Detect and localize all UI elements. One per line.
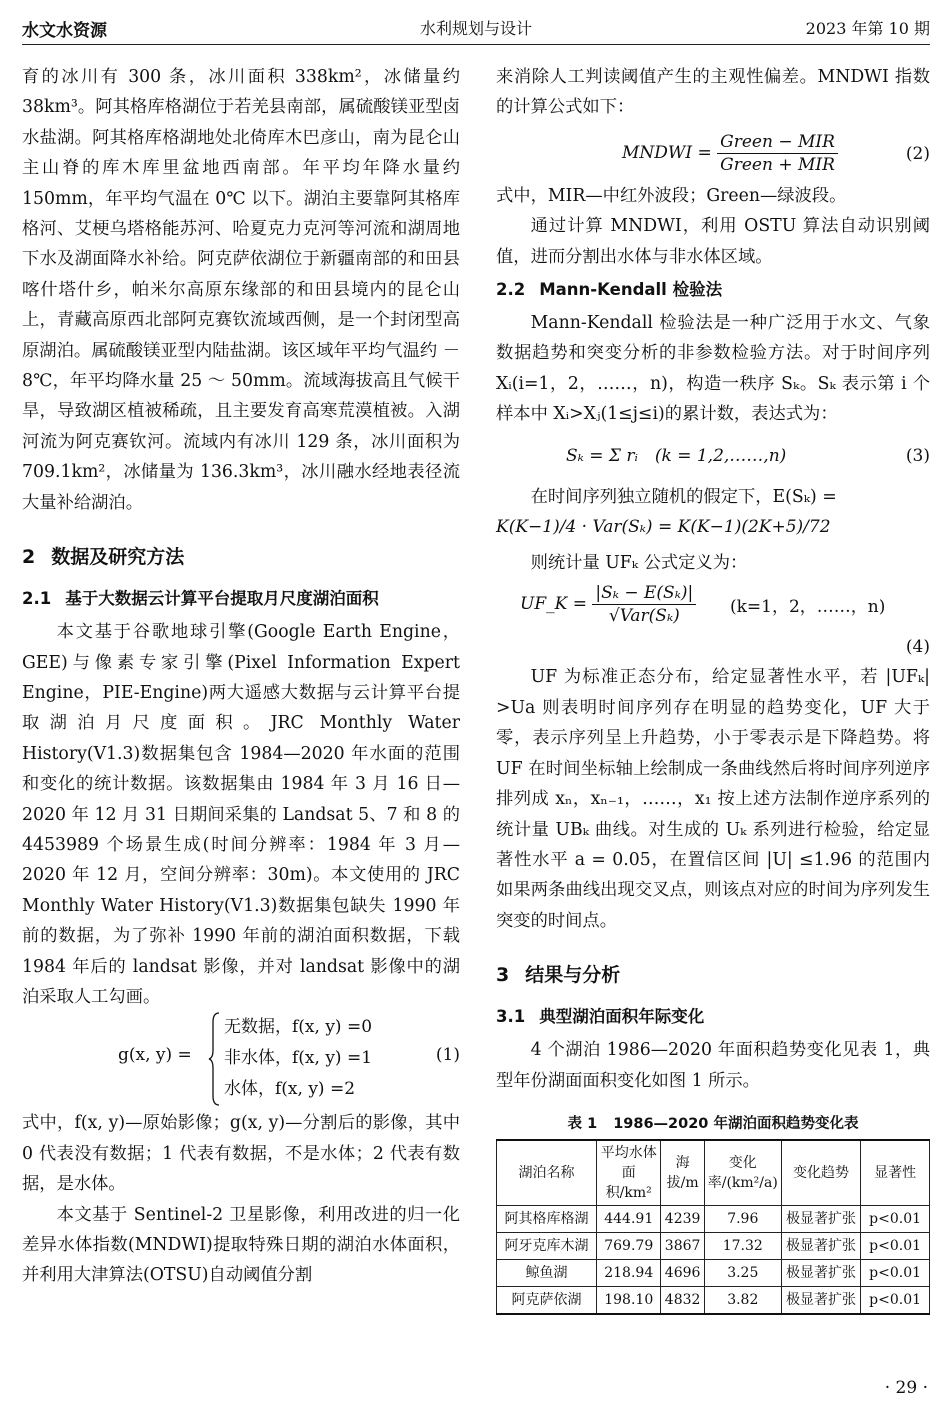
table-row bbox=[497, 1286, 930, 1314]
table-cell: 17.32 bbox=[704, 1232, 781, 1259]
table-row bbox=[497, 1259, 930, 1286]
equation-cases bbox=[224, 1012, 372, 1105]
table-cell: 极显著扩张 bbox=[781, 1232, 860, 1259]
section-heading bbox=[22, 542, 460, 569]
table-cell: 218.94 bbox=[596, 1259, 661, 1286]
table-cell: 阿牙克库木湖 bbox=[497, 1232, 597, 1259]
case-row: 无数据，f(x, y) =0 bbox=[224, 1017, 373, 1038]
table-cell: p<0.01 bbox=[861, 1232, 930, 1259]
table-cell: p<0.01 bbox=[861, 1205, 930, 1232]
paragraph: Mann-Kendall 检验法是一种广泛用于水文、气象数据趋势和突变分析的非参数检验方法。对于时间序列 Xᵢ(i=1，2，……，n)，构造一秩序 Sₖ。Sₖ 表示第 i 个样本中 Xᵢ>Xⱼ(1≤j≤i)的累计数，表达式为： bbox=[496, 313, 930, 425]
paragraph: 本文基于 Sentinel-2 卫星影像，利用改进的归一化差异水体指数(MNDWI)提取特殊日期的湖泊水体面积，并利用大津算法(OTSU)自动阈值分割 bbox=[22, 1204, 460, 1286]
equation-3 bbox=[496, 430, 930, 482]
lake-trend-table bbox=[496, 1139, 930, 1315]
table-cell: 198.10 bbox=[596, 1286, 661, 1314]
equation-variance bbox=[496, 512, 930, 548]
subsection-title: 典型湖泊面积年际变化 bbox=[539, 1007, 705, 1027]
table-cell: 4832 bbox=[661, 1286, 704, 1314]
section-number: 3 bbox=[496, 964, 510, 987]
column-header: 湖泊名称 bbox=[497, 1140, 597, 1206]
table-cell: 阿克萨依湖 bbox=[497, 1286, 597, 1314]
right-column bbox=[496, 62, 930, 1315]
case-row: 非水体，f(x, y) =1 bbox=[224, 1048, 373, 1069]
equation-number: (3) bbox=[905, 445, 930, 466]
column-header: 显著性 bbox=[861, 1140, 930, 1206]
table-header-row bbox=[497, 1140, 930, 1206]
column-header: 海拔/m bbox=[661, 1140, 704, 1206]
subsection-heading bbox=[496, 1003, 930, 1031]
equation-text: K(K−1)/4 · Var(Sₖ) = K(K−1)(2K+5)/72 bbox=[496, 517, 831, 538]
paragraph: 4 个湖泊 1986—2020 年面积趋势变化见表 1，典型年份湖面面积变化如图 1 所示。 bbox=[496, 1040, 930, 1091]
numerator: Green − MIR bbox=[717, 131, 838, 154]
table-cell: 鲸鱼湖 bbox=[497, 1259, 597, 1286]
subsection-number: 3.1 bbox=[496, 1007, 526, 1027]
table-cell: 极显著扩张 bbox=[781, 1286, 860, 1314]
subsection-heading bbox=[496, 276, 930, 304]
section-title: 数据及研究方法 bbox=[51, 546, 185, 569]
denominator: Green + MIR bbox=[720, 154, 835, 175]
table-cell: 阿其格库格湖 bbox=[497, 1205, 597, 1232]
paragraph: 育的冰川有 300 条，冰川面积 338km²，冰储量约 38km³。阿其格库格湖位于若羌县南部，属硫酸镁亚型卤水盐湖。阿其格库格湖地处北倚库木巴彦山，南为昆仑山主山脊的库木库里盆地西南部。年平均年降水量约 150mm，年平均气温在 0℃ 以下。湖泊主要靠阿其格库格河、艾梗乌塔格能苏河、哈夏克力克河等河流和湖周地下水及湖面降水补给。阿克萨依湖位于新疆南部的和田县喀什塔什乡，帕米尔高原东缘部的和田县境内的昆仑山上，青藏高原西北部阿克赛钦流域西侧，是一个封闭型高原湖泊。属硫酸镁亚型内陆盐湖。该区域年平均气温约 －8℃，年平均降水量 25 ～ 50mm。流域海拔高且气候干旱，导致湖区植被稀疏，且主要发育高寒荒漠植被。入湖河流为阿克赛钦河。流域内有冰川 129 条，冰川面积为 709.1km²，冰储量为 136.3km³，冰川融水经地表径流大量补给湖泊。 bbox=[22, 67, 460, 513]
table-cell: 3867 bbox=[661, 1232, 704, 1259]
column-header: 变化率/(km²/a) bbox=[704, 1140, 781, 1206]
equation-range: (k=1，2，……，n) bbox=[730, 597, 886, 618]
subsection-heading bbox=[22, 585, 460, 613]
denominator: √Var(Sₖ) bbox=[608, 606, 680, 627]
case-row: 水体，f(x, y) =2 bbox=[224, 1079, 356, 1100]
table-cell: 4239 bbox=[661, 1205, 704, 1232]
subsection-number: 2.2 bbox=[496, 280, 526, 300]
table-cell: 3.25 bbox=[704, 1259, 781, 1286]
equation-number: (2) bbox=[905, 143, 930, 164]
table-cell: 7.96 bbox=[704, 1205, 781, 1232]
table-cell: 极显著扩张 bbox=[781, 1259, 860, 1286]
table-cell: p<0.01 bbox=[861, 1259, 930, 1286]
paragraph: 式中，MIR—中红外波段；Green—绿波段。 bbox=[496, 185, 847, 206]
left-column bbox=[22, 62, 460, 1291]
subsection-title: 基于大数据云计算平台提取月尺度湖泊面积 bbox=[65, 589, 379, 609]
table-row bbox=[497, 1232, 930, 1259]
paragraph: 式中，f(x, y)—原始影像；g(x, y)—分割后的影像，其中 0 代表没有数据；1 代表有数据，不是水体；2 代表有数据，是水体。 bbox=[22, 1113, 460, 1195]
equation-2 bbox=[496, 127, 930, 181]
section-title: 结果与分析 bbox=[525, 964, 621, 987]
paragraph: 在时间序列独立随机的假定下，E(Sₖ) = bbox=[530, 486, 837, 507]
subsection-number: 2.1 bbox=[22, 589, 52, 609]
equation-lhs: g(x, y) = bbox=[118, 1045, 192, 1066]
table-number: 表 1 bbox=[567, 1115, 598, 1132]
table-cell: 4696 bbox=[661, 1259, 704, 1286]
issue-label: 2023 年第 10 期 bbox=[805, 19, 930, 38]
table-caption bbox=[496, 1112, 930, 1133]
fraction bbox=[592, 582, 696, 627]
equation-lhs: UF_K = bbox=[520, 594, 587, 615]
paragraph: 通过计算 MNDWI，利用 OSTU 算法自动识别阈值，进而分割出水体与非水体区域。 bbox=[496, 216, 930, 267]
table-cell: 极显著扩张 bbox=[781, 1205, 860, 1232]
equation-1 bbox=[22, 1012, 460, 1108]
table-row bbox=[497, 1205, 930, 1232]
section-number: 2 bbox=[22, 546, 36, 569]
running-header bbox=[22, 14, 930, 45]
paragraph: 则统计量 UFₖ 公式定义为： bbox=[530, 553, 748, 574]
equation-number: (4) bbox=[905, 637, 930, 658]
paragraph: 来消除人工判读阈值产生的主观性偏差。MNDWI 指数的计算公式如下： bbox=[496, 67, 930, 118]
table-cell: 3.82 bbox=[704, 1286, 781, 1314]
equation-lhs: MNDWI = bbox=[622, 142, 712, 163]
equation-4 bbox=[496, 578, 930, 662]
table-cell: p<0.01 bbox=[861, 1286, 930, 1314]
journal-section: 水文水资源 bbox=[22, 21, 107, 41]
column-header: 变化趋势 bbox=[781, 1140, 860, 1206]
equation-text: Sₖ = Σ rᵢ (k = 1,2,……,n) bbox=[566, 445, 787, 466]
table-title: 1986—2020 年湖泊面积趋势变化表 bbox=[613, 1115, 859, 1132]
table-cell: 769.79 bbox=[596, 1232, 661, 1259]
table-cell: 444.91 bbox=[596, 1205, 661, 1232]
paragraph: 本文基于谷歌地球引擎(Google Earth Engine，GEE)与像素专家引擎(Pixel Information Expert Engine，PIE-Engine)两大遥感大数据与云计算平台提取湖泊月尺度面积。JRC Monthly Water History(V1.3)数据集包含 1984—2020 年水面的范围和变化的统计数据。该数据集由 1984 年 3 月 16 日—2020 年 12 月 31 日期间采集的 Landsat 5、7 和 8 的 4453989 个场景生成(时间分辨率：1984 年 3 月—2020 年 12 月，空间分辨率：30m)。本文使用的 JRC Monthly Water History(V1.3)数据集包缺失 1990 年前的数据，为了弥补 1990 年前的湖泊面积数据，下载 1984 年后的 landsat 影像，并对 landsat 影像中的湖泊采取人工勾画。 bbox=[22, 622, 460, 1007]
brace-symbol bbox=[208, 1012, 220, 1106]
subsection-title: Mann-Kendall 检验法 bbox=[539, 280, 723, 300]
equation-number: (1) bbox=[435, 1045, 460, 1066]
journal-column: 水利规划与设计 bbox=[419, 19, 532, 38]
numerator: |Sₖ − E(Sₖ)| bbox=[592, 582, 696, 605]
page-number: · 29 · bbox=[884, 1378, 928, 1398]
fraction bbox=[717, 131, 838, 176]
paragraph: UF 为标准正态分布，给定显著性水平，若 |UFₖ| >Ua 则表明时间序列存在明显的趋势变化，UF 大于零，表示序列呈上升趋势，小于零表示是下降趋势。将 UF 在时间坐标轴上绘制成一条曲线然后将时间序列逆序排列成 xₙ，xₙ₋₁，……，x₁ 按上述方法制作逆序系列的统计量 UBₖ 曲线。对生成的 Uₖ 系列进行检验，给定显著性水平 a = 0.05，在置信区间 |U| ≤1.96 的范围内如果两条曲线出现交叉点，则该点对应的时间为序列发生突变的时间点。 bbox=[496, 667, 930, 931]
column-header: 平均水体面积/km² bbox=[596, 1140, 661, 1206]
section-heading bbox=[496, 960, 930, 987]
